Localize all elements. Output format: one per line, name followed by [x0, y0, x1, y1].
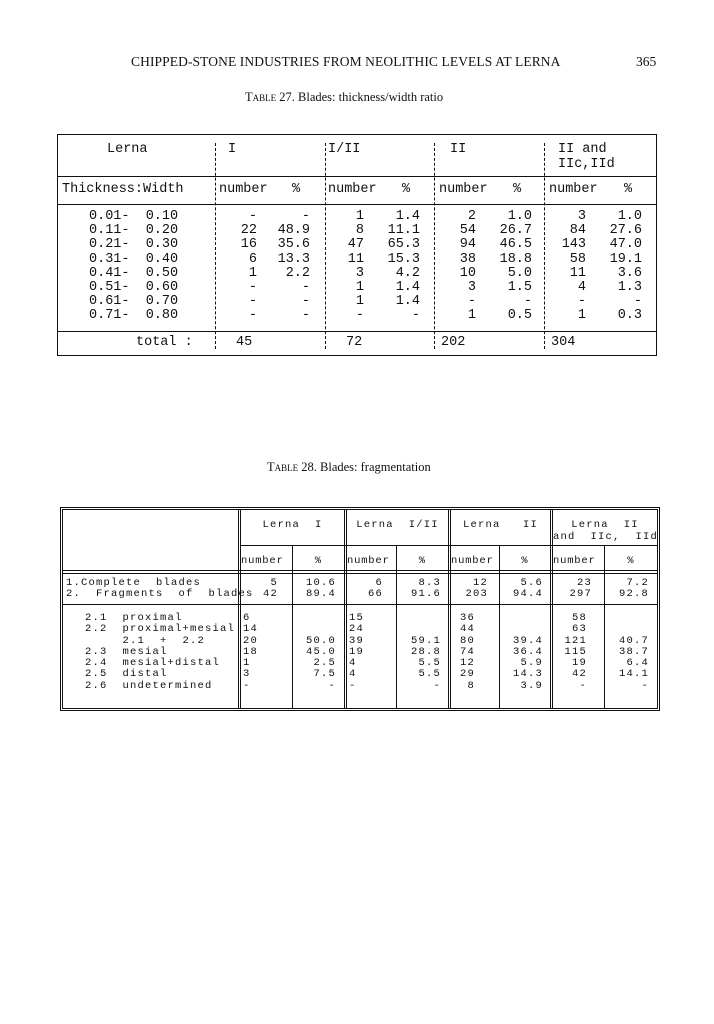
table-28-s2-g2-pct [397, 613, 441, 692]
table-27-g1-pct-column [268, 210, 310, 324]
table-27-range-label: 0.01- 0.10 [89, 209, 179, 224]
table-28-cell: 40.7 [618, 634, 649, 647]
table-28-caption-text: Blades: fragmentation [320, 460, 431, 474]
table-27-cell: - [355, 308, 364, 324]
table-27-caption-label: Table 27. [245, 90, 295, 104]
table-27-caption [245, 90, 443, 105]
table-28-cell: 36.4 [512, 645, 543, 658]
table-27-cell: 58 [569, 251, 586, 267]
table-28-cell [397, 624, 441, 635]
table-27-cell: 1 [355, 279, 364, 295]
table-28-subheader-rule [63, 573, 657, 574]
table-27-header-group: II and [558, 142, 607, 157]
table-27-cell: - [467, 294, 476, 310]
table-27-header-lerna: Lerna [107, 142, 148, 157]
table-28-row-label: 2.5 distal [85, 668, 168, 681]
table-27-range-column [89, 210, 178, 324]
table-28-s1-g1-number [241, 578, 278, 601]
table-27-cell: 26.7 [499, 223, 532, 239]
table-27-cell: 4.2 [395, 265, 420, 281]
table-27-header-group: IIc,IId [558, 157, 615, 172]
table-27-cell: 1 [248, 265, 257, 281]
table-28-s1-g2-number [347, 578, 383, 601]
table-27-cell: 1.5 [507, 279, 532, 295]
table-28-cell: 45.0 [305, 645, 336, 658]
table-28-number-label: number [451, 555, 494, 567]
table-27-cell: 16 [240, 237, 257, 253]
running-head: CHIPPED-STONE INDUSTRIES FROM NEOLITHIC LEVELS AT LERNA [131, 54, 561, 69]
table-28-number-label: number [241, 555, 284, 567]
table-28-cell [500, 624, 543, 635]
table-27-range-label: 0.21- 0.30 [89, 237, 179, 253]
table-27-cell: 1.0 [507, 209, 532, 224]
table-27-cell: 46.5 [499, 237, 532, 253]
table-27-number-label: number [549, 182, 598, 197]
table-28-cell: 50.0 [305, 634, 336, 647]
table-27-cell: - [633, 294, 642, 310]
table-27-g3-number-column [444, 210, 476, 324]
table-27-cell: - [248, 308, 257, 324]
table-27-cell: 1 [577, 308, 586, 324]
table-28-s2-g4-pct [605, 613, 649, 692]
table-28-pct-label: % [627, 555, 635, 567]
table-28-header-rule [241, 545, 657, 546]
table-28-cell: - [641, 679, 649, 692]
table-28-cell: 1 [243, 657, 251, 670]
table-27-cell: 54 [459, 223, 476, 239]
table-28-row-label: 2.1 + 2.2 [85, 634, 206, 647]
table-28-section1-labels [66, 578, 254, 601]
table-27-total: 202 [441, 335, 466, 350]
table-27-header-group: II [450, 142, 467, 157]
table-28-cell: 42 [262, 588, 278, 601]
table-28-cell: 19 [571, 657, 587, 670]
table-27-cell: 5.0 [507, 265, 532, 281]
table-27-g4-pct-column [598, 210, 642, 324]
table-27-cell: 0.5 [507, 308, 532, 324]
table-28-cell: 4 [349, 657, 357, 670]
table-28-cell: 18 [243, 645, 259, 658]
table-27-total: 45 [236, 335, 253, 350]
table-28-cell: 59.1 [410, 634, 441, 647]
table-28-s1-g3-number [451, 578, 488, 601]
table-28-cell: 42 [571, 668, 587, 681]
table-27-cell: 3 [355, 265, 364, 281]
table-27-cell: 27.6 [609, 223, 642, 239]
table-27-cell: 1.4 [395, 294, 420, 310]
table-28-cell: 74 [459, 645, 475, 658]
table-27-g3-pct-column [488, 210, 532, 324]
table-28-cell: 15 [349, 612, 365, 624]
table-28-cell: 12 [472, 577, 488, 589]
table-27-pct-label: % [513, 182, 522, 197]
table-27-pct-label: % [624, 182, 633, 197]
table-28-cell: 58 [571, 612, 587, 624]
table-27-cell: - [248, 279, 257, 295]
table-28-cell: - [328, 679, 336, 692]
table-27-cell: 47 [347, 237, 364, 253]
table-28-s2-g3-number [451, 613, 475, 692]
table-27-range-label: 0.51- 0.60 [89, 279, 179, 295]
table-27-cell: 18.8 [499, 251, 532, 267]
table-28-number-label: number [553, 555, 596, 567]
table-28 [60, 507, 660, 711]
table-28-cell: 28.8 [410, 645, 441, 658]
table-27-cell: - [577, 294, 586, 310]
table-28-s2-g4-number [553, 613, 587, 692]
table-28-cell: 12 [459, 657, 475, 670]
table-28-row-label: 2.1 proximal [85, 612, 183, 624]
table-28-s2-g3-pct [500, 613, 543, 692]
table-27-cell: 1.4 [395, 209, 420, 224]
table-27-cell: 2.2 [285, 265, 310, 281]
table-28-cell [293, 613, 336, 624]
table-28-cell: 91.6 [410, 588, 441, 601]
table-28-cell: 44 [459, 623, 475, 636]
table-27-cell: 143 [561, 237, 586, 253]
table-28-cell: 14 [243, 623, 259, 636]
table-28-cell: - [579, 679, 587, 692]
table-27-range-label: 0.61- 0.70 [89, 294, 179, 310]
table-28-row-label: 2.4 mesial+distal [85, 657, 221, 670]
table-28-subheader-rule [63, 570, 657, 571]
table-27-cell: 38 [459, 251, 476, 267]
table-27-cell: 1 [355, 209, 364, 224]
table-27-cell: 11 [569, 265, 586, 281]
table-27-col-divider [325, 143, 326, 349]
table-28-s1-g2-pct [397, 578, 441, 601]
table-27-cell: - [301, 209, 310, 224]
table-28-row-label: 1.Complete blades [66, 577, 202, 589]
table-27-number-label: number [439, 182, 488, 197]
table-27-cell: - [248, 209, 257, 224]
table-27-pct-label: % [292, 182, 301, 197]
table-27-subheader-rule [58, 204, 656, 205]
table-28-cell: 5.6 [520, 577, 543, 589]
table-27-g1-number-column [224, 210, 257, 324]
table-28-pct-label: % [418, 555, 427, 567]
table-27-cell: - [248, 294, 257, 310]
table-28-cell: 39 [349, 634, 365, 647]
table-28-cell: 5.5 [418, 668, 441, 681]
table-28-caption [267, 460, 431, 475]
table-28-cell: - [349, 679, 357, 692]
table-28-cell: 14.3 [512, 668, 543, 681]
table-27-range-label: 0.11- 0.20 [89, 223, 179, 239]
table-27-cell: 2 [467, 209, 476, 224]
table-27-cell: 3 [467, 279, 476, 295]
table-27-total: 72 [346, 335, 363, 350]
table-28-cell: 5.5 [418, 657, 441, 670]
table-27-cell: 6 [248, 251, 257, 267]
table-28-cell: 5.9 [520, 657, 543, 670]
table-28-s1-g1-pct [293, 578, 336, 601]
table-28-header-group: Lerna II [462, 519, 538, 531]
table-27-col-divider [215, 143, 216, 349]
table-28-cell [605, 613, 649, 624]
table-28-number-label: number [347, 555, 390, 567]
table-27-range-label: 0.31- 0.40 [89, 251, 179, 267]
table-28-cell: 3 [243, 668, 251, 681]
table-27-cell: 65.3 [387, 237, 420, 253]
table-27-cell: 11 [347, 251, 364, 267]
table-28-cell: 2.5 [313, 657, 336, 670]
table-28-cell: 39.4 [512, 634, 543, 647]
table-27-cell: 1.4 [395, 279, 420, 295]
table-27-header-group: I/II [328, 142, 361, 157]
table-27-range-label: 0.71- 0.80 [89, 308, 179, 324]
table-27-cell: 10 [459, 265, 476, 281]
table-27-cell: - [411, 308, 420, 324]
table-28-cell: 121 [564, 634, 587, 647]
table-27-cell: 15.3 [387, 251, 420, 267]
table-28-cell: 6.4 [626, 657, 649, 670]
table-28-pct-label: % [314, 555, 323, 567]
table-28-cell [397, 613, 441, 624]
table-27-cell: 1.3 [617, 279, 642, 295]
table-27-subheader-label: Thickness:Width [62, 182, 184, 197]
table-27-cell: 35.6 [277, 237, 310, 253]
table-27-cell: 47.0 [609, 237, 642, 253]
table-28-pct-label: % [521, 555, 529, 567]
table-27-g2-number-column [334, 210, 364, 324]
table-28-caption-label: Table 28. [267, 460, 317, 474]
table-28-cell: 63 [571, 623, 587, 636]
table-28-cell: 10.6 [305, 577, 336, 589]
table-27-range-label: 0.41- 0.50 [89, 265, 179, 281]
table-27-cell: 84 [569, 223, 586, 239]
table-28-s1-g4-pct [605, 578, 649, 601]
table-28-cell: 24 [349, 623, 365, 636]
table-28-cell: 23 [576, 577, 592, 589]
table-28-header-group: Lerna II [571, 519, 639, 531]
table-27-cell: 13.3 [277, 251, 310, 267]
table-28-header-group: Lerna I [262, 519, 323, 531]
table-27-col-divider [544, 143, 545, 349]
table-27-cell: - [301, 308, 310, 324]
table-28-cell: 7.5 [313, 668, 336, 681]
table-27-cell: 22 [240, 223, 257, 239]
table-28-cell: 297 [569, 588, 592, 601]
table-27-cell: 1 [467, 308, 476, 324]
table-27-cell: - [301, 279, 310, 295]
table-28-cell: 20 [243, 634, 259, 647]
table-28-section2-labels [85, 613, 235, 692]
table-27-cell: 3.6 [617, 265, 642, 281]
table-27-g4-number-column [550, 210, 586, 324]
table-28-header-group: and IIc, IId [553, 531, 659, 543]
table-28-cell: 89.4 [305, 588, 336, 601]
table-28-group-divider [238, 510, 241, 708]
table-28-cell: 66 [367, 588, 383, 601]
table-28-cell: 203 [465, 588, 488, 601]
table-28-row-label: 2. Fragments of blades [66, 588, 254, 601]
table-28-cell: 3.9 [520, 679, 543, 692]
table-28-cell: 8.3 [418, 577, 441, 589]
table-28-s1-g3-pct [500, 578, 543, 601]
table-28-cell: 92.8 [618, 588, 649, 601]
table-27-cell: 8 [355, 223, 364, 239]
table-28-cell: - [433, 679, 441, 692]
page-number: 365 [636, 54, 657, 69]
table-28-cell: 94.4 [512, 588, 543, 601]
table-28-row-label: 2.6 undetermined [85, 679, 213, 692]
table-28-s2-g1-number [243, 613, 258, 692]
table-27-cell: 4 [577, 279, 586, 295]
table-27-number-label: number [219, 182, 268, 197]
table-28-cell: 29 [459, 668, 475, 681]
table-28-cell: 5 [270, 577, 278, 589]
table-28-cell: 7.2 [626, 577, 649, 589]
table-27-total: 304 [551, 335, 576, 350]
table-28-cell: 115 [564, 645, 587, 658]
table-27-cell: 3 [577, 209, 586, 224]
table-27-pct-label: % [402, 182, 411, 197]
table-28-row-label: 2.2 proximal+mesial [85, 623, 236, 636]
table-28-row-label: 2.3 mesial [85, 645, 168, 658]
table-27-cell: - [523, 294, 532, 310]
table-28-cell: 4 [349, 668, 357, 681]
table-28-cell: 14.1 [618, 668, 649, 681]
table-28-s1-g4-number [553, 578, 592, 601]
table-27-cell: 11.1 [387, 223, 420, 239]
table-28-cell: 8 [467, 679, 475, 692]
table-27-total-rule [58, 331, 656, 332]
table-28-cell [293, 624, 336, 635]
table-27-cell: - [301, 294, 310, 310]
table-28-cell: 36 [459, 612, 475, 624]
table-27-cell: 19.1 [609, 251, 642, 267]
table-28-section-rule [63, 604, 657, 605]
table-28-cell: 6 [243, 612, 251, 624]
table-27-header-group: I [228, 142, 237, 157]
table-28-group-divider [344, 510, 347, 708]
table-28-s2-g2-number [349, 613, 364, 692]
table-28-cell: 6 [375, 577, 383, 589]
table-27-cell: 94 [459, 237, 476, 253]
table-28-cell: 80 [459, 634, 475, 647]
table-27-header-rule [58, 176, 656, 177]
table-28-header-group: Lerna I/II [356, 519, 439, 531]
table-27-g2-pct-column [376, 210, 420, 324]
table-27-caption-text: Blades: thickness/width ratio [298, 90, 444, 104]
table-27-cell: 48.9 [277, 223, 310, 239]
table-27-total-label: total : [136, 335, 193, 350]
table-27-cell: 1.0 [617, 209, 642, 224]
table-28-cell: - [243, 679, 251, 692]
table-28-cell [605, 624, 649, 635]
table-27-cell: 1 [355, 294, 364, 310]
table-27-col-divider [434, 143, 435, 349]
table-27-number-label: number [328, 182, 377, 197]
table-28-cell: 38.7 [618, 645, 649, 658]
table-28-s2-g1-pct [293, 613, 336, 692]
table-28-cell: 19 [349, 645, 365, 658]
table-27 [57, 134, 657, 356]
table-28-cell [500, 613, 543, 624]
table-27-cell: 0.3 [617, 308, 642, 324]
